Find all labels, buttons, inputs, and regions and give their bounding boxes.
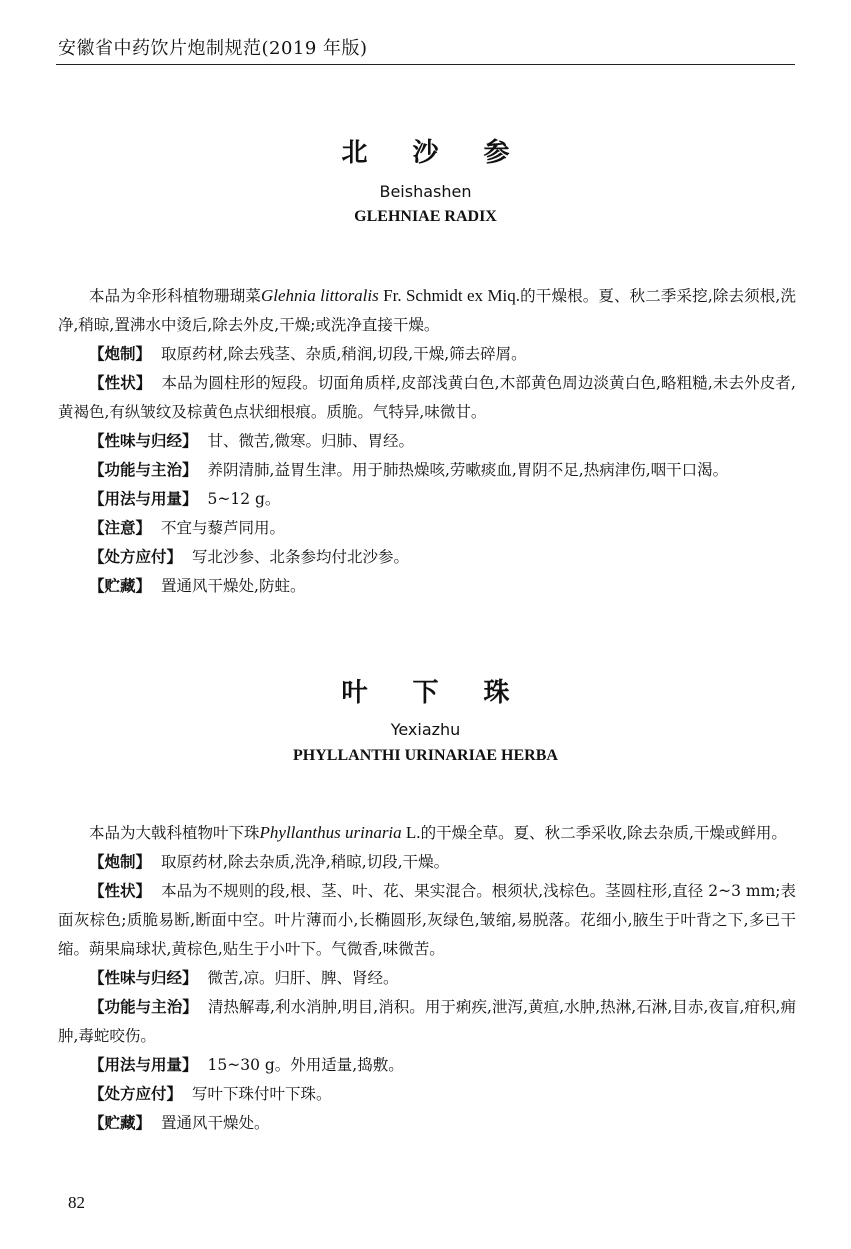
species-name: Glehnia littoralis [261,286,379,305]
section-label: 【炮制】 [89,853,152,871]
intro-pre: 本品为伞形科植物珊瑚菜 [89,287,262,305]
section-precautions [58,514,796,543]
entry-pinyin: Yexiazhu [390,720,461,739]
section-text: 置通风干燥处,防蛀。 [161,577,306,595]
intro-latin [261,286,520,305]
entry-latin-name: PHYLLANTHI URINARIAE HERBA [293,747,558,764]
section-text: 取原药材,除去杂质,洗净,稍晾,切段,干燥。 [161,853,450,871]
section-label: 【贮藏】 [89,577,152,595]
entry-title: 北 沙 参 [341,138,528,168]
section-text: 15~30 g。外用适量,捣敷。 [207,1056,404,1074]
section-label: 【功能与主治】 [89,461,198,479]
section-text: 本品为不规则的段,根、茎、叶、花、果实混合。根须状,浅棕色。茎圆柱形,直径 2~3 mm;表面灰棕色;质脆易断,断面中空。叶片薄而小,长椭圆形,灰绿色,皱缩,易脱落。花细小,腋生于叶背之下,多已干缩。蒴果扁球状,黄棕色,贴生于小叶下。气微香,味微苦。 [58,882,796,958]
section-label: 【处方应付】 [89,548,183,566]
section-label: 【注意】 [89,519,152,537]
section-label: 【性状】 [89,374,152,392]
section-storage [58,1109,796,1138]
section-text: 本品为圆柱形的短段。切面角质样,皮部浅黄白色,木部黄色周边淡黄白色,略粗糙,未去外皮者,黄褐色,有纵皱纹及棕黄色点状细根痕。质脆。气特异,味微甘。 [58,374,796,421]
section-functions [58,993,796,1051]
section-prescription [58,1080,796,1109]
entry-latin-name: GLEHNIAE RADIX [354,208,497,225]
section-text: 微苦,凉。归肝、脾、肾经。 [207,969,399,987]
section-text: 写北沙参、北条参均付北沙参。 [192,548,410,566]
section-text: 清热解毒,利水消肿,明目,消积。用于痢疾,泄泻,黄疸,水肿,热淋,石淋,目赤,夜盲,疳积,痈肿,毒蛇咬伤。 [58,998,796,1045]
intro-paragraph [58,818,796,848]
section-processing [58,848,796,877]
section-description [58,877,796,964]
entry-pinyin: Beishashen [379,182,472,201]
species-authority: L. [401,823,421,842]
section-text: 写叶下珠付叶下珠。 [192,1085,332,1103]
section-nature-meridian [58,427,796,456]
section-label: 【性味与归经】 [89,432,198,450]
section-text: 甘、微苦,微寒。归肺、胃经。 [207,432,414,450]
section-functions [58,456,796,485]
section-label: 【贮藏】 [89,1114,152,1132]
section-text: 5~12 g。 [207,490,281,508]
section-label: 【处方应付】 [89,1085,183,1103]
intro-latin [260,823,421,842]
running-head: 安徽省中药饮片炮制规范(2019 年版) [58,38,368,59]
section-prescription [58,543,796,572]
intro-post: 的干燥全草。夏、秋二季采收,除去杂质,干燥或鲜用。 [420,824,787,842]
entry-body [58,818,796,1138]
section-label: 【炮制】 [89,345,152,363]
entry-title: 叶 下 珠 [341,678,528,708]
section-dosage [58,485,796,514]
section-label: 【功能与主治】 [89,998,198,1016]
section-text: 养阴清肺,益胃生津。用于肺热燥咳,劳嗽痰血,胃阴不足,热病津伤,咽干口渴。 [207,461,729,479]
header-rule [56,64,795,65]
section-label: 【性状】 [89,882,152,900]
entry-body [58,281,796,601]
section-label: 【用法与用量】 [89,490,198,508]
section-processing [58,340,796,369]
section-label: 【用法与用量】 [89,1056,198,1074]
section-text: 取原药材,除去残茎、杂质,稍润,切段,干燥,筛去碎屑。 [161,345,527,363]
intro-paragraph [58,281,796,340]
intro-pre: 本品为大戟科植物叶下珠 [89,824,260,842]
section-nature-meridian [58,964,796,993]
section-description [58,369,796,427]
section-label: 【性味与归经】 [89,969,198,987]
species-authority: Fr. Schmidt ex Miq. [378,286,521,305]
section-text: 置通风干燥处。 [161,1114,270,1132]
section-dosage [58,1051,796,1080]
intro-post: 的干燥根。夏、秋二季采挖,除去须根,洗净,稍晾,置沸水中烫后,除去外皮,干燥;或洗净直接干燥。 [58,287,796,334]
section-storage [58,572,796,601]
section-text: 不宜与藜芦同用。 [161,519,286,537]
page-number: 82 [68,1193,85,1212]
species-name: Phyllanthus urinaria [259,823,402,842]
